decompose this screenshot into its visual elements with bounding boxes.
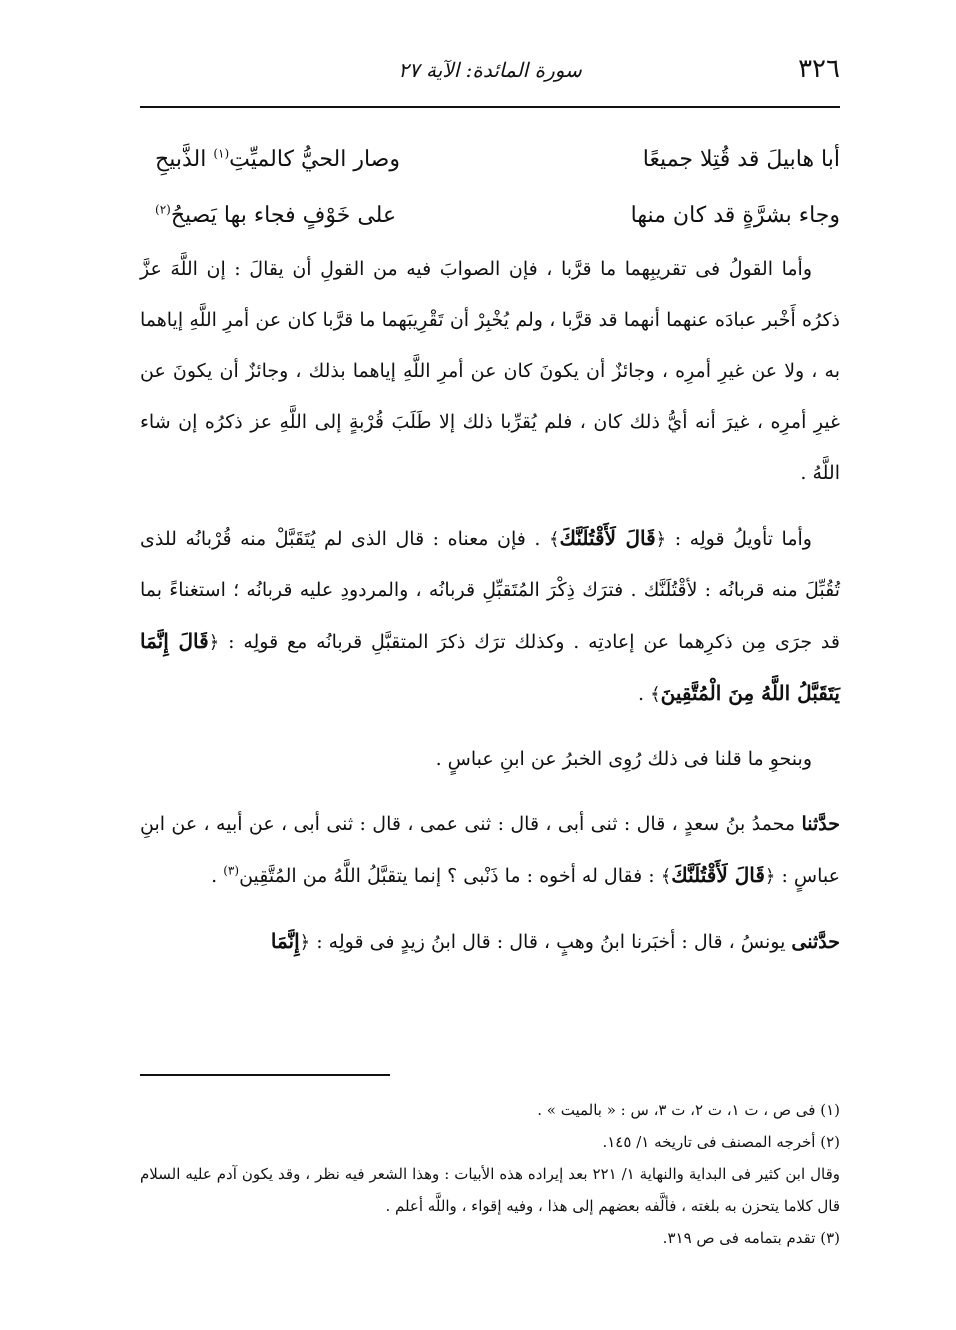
footnote-ref-3[interactable]: (٣) [223, 863, 240, 878]
running-title: سورة المائدة: الآية ٢٧ [398, 58, 582, 82]
book-page [140, 40, 840, 1300]
page-number: ٣٢٦ [798, 54, 840, 84]
paragraph-hadith-2: حدَّثنى يونسُ ، قال : أخبَرنا ابنُ وهبٍ ، قال : قال ابنُ زيدٍ فى قولِه : ﴿إِنَّمَا [270, 929, 840, 953]
footnote-ref-1[interactable]: (١) [213, 146, 230, 161]
verse-1-second-hemistich: وصار الحيُّ كالميِّتِ$^{(١)}$ الذَّبيحِ [155, 146, 400, 172]
poem-verse-2 [140, 188, 840, 244]
paragraph-hadith-1: حدَّثنا محمدُ بنُ سعدٍ ، قال : ثنى أبى ، قال : ثنى عمى ، قال : ثنى أبى ، عن أبيه ، عن ابنِ عباسٍ : ﴿قَالَ لَأَقْتُلَنَّكَ﴾ : فقال له أخوه : ما ذَنْبى ؟ إنما يتقبَّلُ اللَّهُ من المُتَّقِين$^{(٣)}$ . [140, 813, 840, 887]
quran-quote: إِنَّمَا [270, 929, 300, 953]
footnote-2: (٢) أخرجه المصنف فى تاريخه ١/ ١٤٥. [602, 1133, 840, 1151]
quran-quote: قَالَ إِنَّمَا يَتَقَبَّلُ اللَّهُ مِنَ الْمُتَّقِينَ [140, 629, 840, 705]
footnote-2-continued: وقال ابن كثير فى البداية والنهاية ١/ ٢٢١ بعد إيراده هذه الأبيات : وهذا الشعر فيه نظر ، وقد يكون آدم عليه السلام قال كلاما يتحزن به بلغته ، فألَّفه بعضهم إلى هذا ، وفيه إقواء ، واللَّه أعلم . [140, 1165, 840, 1215]
footnotes [140, 1094, 840, 1254]
quran-bracket-open: ﴿ [655, 529, 667, 550]
header-rule [140, 106, 840, 108]
isnad-keyword: حدَّثنا [801, 813, 840, 835]
footnote-1: (١) فى ص ، ت ١، ت ٢، ت ٣، س : « بالميت » . [537, 1101, 840, 1119]
paragraph-interpretation: وأما تأويلُ قولِه : ﴿قَالَ لَأَقْتُلَنَّكَ﴾ . فإن معناه : قال الذى لم يُتَقَبَّلْ منه قُرْبانُه للذى تُقُبِّلَ منه قربانُه : لأقْتُلَنَّك . فترَك ذِكْرَ المُتَقبِّلِ قربانُه ، والمردودِ عليه قربانُه ؛ استغناءً بما قد جرَى مِن ذكرِهما عن إعادتِه . وكذلك ترَك ذكرَ المتقبَّلِ قربانُه مع قولِه : ﴿قَالَ إِنَّمَا يَتَقَبَّلُ اللَّهُ مِنَ الْمُتَّقِينَ﴾ . [140, 526, 840, 705]
quran-bracket-close: ﴾ [548, 529, 560, 550]
verse-1-first-hemistich: أبا هابيلَ قد قُتِلا جميعًا [642, 147, 840, 172]
verse-2-first-hemistich: وجاء بشرَّةٍ قد كان منها [630, 203, 840, 228]
paragraph-offerings: وأما القولُ فى تقريبِهما ما قرَّبا ، فإن الصوابَ فيه من القولِ أن يقالَ : إن اللَّهَ عزَّ ذكرُه أَخْبر عبادَه عنهما أنهما قد قرَّبا ، ولم يُخْبِرْ أن تَقْرِيبَهما ما قرَّبا كان عن أمرِ اللَّهِ إياهما به ، ولا عن غيرِ أمرِه ، وجائزٌ أن يكونَ كان عن أمرِ اللَّهِ إياهما بذلك ، وجائزٌ أن يكونَ عن غيرِ أمرِه ، غيرَ أنه أيُّ ذلك كان ، فلم يُقرِّبا ذلك إلا طَلَبَ قُرْبةٍ إلى اللَّهِ عز ذكرُه إن شاء اللَّهُ . [140, 258, 840, 484]
paragraph-narration-note: وبنحوِ ما قلنا فى ذلك رُوِى الخبرُ عن ابنِ عباسٍ . [435, 748, 812, 770]
footnote-ref-2[interactable]: (٢) [155, 202, 171, 217]
poem-verse-1 [140, 132, 840, 188]
page-header [140, 54, 840, 94]
main-text [140, 132, 840, 968]
footnote-3: (٣) تقدم بتمامه فى ص ٣١٩. [662, 1229, 840, 1247]
verse-2-second-hemistich: على خَوْفٍ فجاء بها يَصيحُ$^{(٢)}$ [155, 202, 397, 228]
quran-quote: قَالَ لَأَقْتُلَنَّكَ [559, 526, 656, 550]
footnote-rule [140, 1074, 390, 1076]
quran-quote: قَالَ لَأَقْتُلَنَّكَ [671, 863, 765, 887]
isnad-keyword: حدَّثنى [791, 931, 840, 953]
